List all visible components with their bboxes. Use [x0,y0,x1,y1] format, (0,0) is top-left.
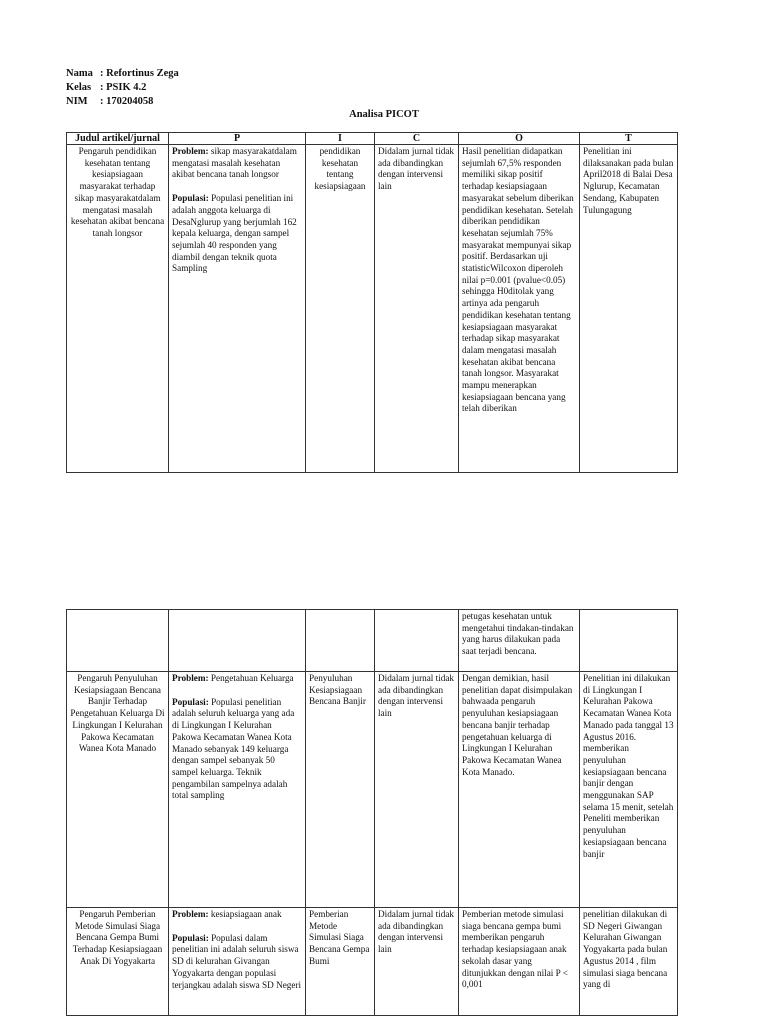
cell-judul: Pengaruh pendidikan kesehatan tentang kesiapsiagaan masyarakat terhadap sikap masyarakatdalam mengatasi masalah kesehatan akibat bencana tanah longsor [67,145,169,473]
problem-text: kesiapsiagaan anak [208,909,282,919]
cell-i: pendidikan kesehatan tentang kesiapsiagaan [306,145,375,473]
table-header-row [67,133,678,145]
cell-i [306,610,375,672]
problem-text: sikap masyarakatdalam mengatasi masalah kesehatan akibat bencana tanah longsor [172,146,297,180]
column-header: C [375,133,459,145]
nim-label: NIM [66,96,88,107]
kelas-label: Kelas [66,82,92,93]
problem-text: Pengetahuan Keluarga [208,673,294,683]
cell-i: Penyuluhan Kesiapsiagaan Bencana Banjir [306,672,375,908]
populasi-label: Populasi: [172,193,209,204]
cell-judul: Pengaruh Penyuluhan Kesiapsiagaan Bencana Banjir Terhadap Pengetahuan Keluarga Di Lingkungan I Kelurahan Pakowa Kecamatan Wanea Kota Manado [67,672,169,908]
nim-value: : 170204058 [100,96,154,107]
cell-judul [67,610,169,672]
populasi-text: Populasi penelitian ini adalah anggota keluarga di DesaNglurup yang berjumlah 162 kepala keluarga, dengan sampel sejumlah 40 responden yang diambil dengan teknik quota Sampling [172,193,297,274]
student-info [66,67,179,109]
table-row [67,610,678,672]
cell-i: Pemberian Metode Simulasi Siaga Bencana Gempa Bumi [306,908,375,1016]
cell-o: Hasil penelitian didapatkan sejumlah 67,5% responden memiliki sikap positif terhadap kesiapsiagaan masyarakat sebelum diberikan pendidikan kesehatan. Setelah diberikan pendidikan kesehatan sejumlah 75% masyarakat mempunyai sikap positif. Berdasarkan uji statisticWilcoxon diperoleh nilai p=0.001 (pvalue<0.05) sehingga H0ditolak yang artinya ada pengaruh pendidikan kesehatan tentang kesiapsiagaan masyarakat terhadap sikap masyarakat dalam mengatasi masalah kesehatan akibat bencana tanah longsor. Masyarakat mampu menerapkan kesiapsiagaan bencana yang telah diberikan [459,145,580,473]
table-row [67,145,678,473]
problem-label: Problem: [172,146,209,156]
cell-c [375,610,459,672]
kelas-value: : PSIK 4.2 [100,82,147,93]
column-header: T [580,133,678,145]
cell-c: Didalam jurnal tidak ada dibandingkan dengan intervensi lain [375,145,459,473]
nama-value: : Refortinus Zega [100,68,179,79]
picot-table [66,132,678,473]
cell-p [169,145,306,473]
nim-row [66,95,179,109]
page-title: Analisa PICOT [349,109,419,120]
cell-t: Penelitian ini dilaksanakan pada bulan April2018 di Balai Desa Nglurup, Kecamatan Sendang, Kabupaten Tulungagung [580,145,678,473]
table-row [67,672,678,908]
column-header: I [306,133,375,145]
nama-label: Nama [66,68,93,79]
table-row [67,908,678,1016]
cell-o: petugas kesehatan untuk mengetahui tindakan-tindakan yang harus dilakukan pada saat terjadi bencana. [459,610,580,672]
column-header: Judul artikel/jurnal [67,133,169,145]
column-header: P [169,133,306,145]
cell-c: Didalam jurnal tidak ada dibandingkan dengan intervensi lain [375,908,459,1016]
cell-o: Pemberian metode simulasi siaga bencana gempa bumi memberikan pengaruh terhadap kesiapsiagaan anak sekolah dasar yang ditunjukkan dengan nilai P < 0,001 [459,908,580,1016]
nama-row [66,67,179,81]
picot-table-continued [66,609,678,1016]
kelas-row [66,81,179,95]
cell-t [580,610,678,672]
cell-p [169,672,306,908]
cell-t: penelitian dilakukan di SD Negeri Giwangan Kelurahan Giwangan Yogyakarta pada bulan Agustus 2014 , film simulasi siaga bencana yang di [580,908,678,1016]
cell-o: Dengan demikian, hasil penelitian dapat disimpulakan bahwaada pengaruh penyuluhan kesiapsiagaan bencana banjir terhadap pengetahuan keluarga di Lingkungan I Kelurahan Pakowa Kecamatan Wanea Kota Manado. [459,672,580,908]
problem-label: Problem: [172,673,209,683]
cell-judul: Pengaruh Pemberian Metode Simulasi Siaga Bencana Gempa Bumi Terhadap Kesiapsiagaan Anak Di Yogyakarta [67,908,169,1016]
problem-label: Problem: [172,909,209,919]
column-header: O [459,133,580,145]
populasi-label: Populasi: [172,696,209,707]
populasi-label: Populasi: [172,932,209,943]
populasi-text: Populasi penelitian adalah seluruh keluarga yang ada di Lingkungan I Kelurahan Pakowa Kecamatan Wanea Kota Manado sebanyak 149 keluarga dengan sampel sebanyak 50 sampel keluarga. Teknik pengambilan sampelnya adalah total sampling [172,696,295,801]
cell-p [169,610,306,672]
cell-c: Didalam jurnal tidak ada dibandingkan dengan intervensi lain [375,672,459,908]
cell-p [169,908,306,1016]
populasi-text: Populasi dalam penelitian ini adalah seluruh siswa SD di kelurahan Givangan Yogyakarta dengan populasi terjangkau adalah siswa SD Negeri [172,932,302,990]
cell-t: Penelitian ini dilakukan di Lingkungan I Kelurahan Pakowa Kecamatan Wanea Kota Manado pada tanggal 13 Agustus 2016. memberikan penyuluhan kesiapsiagaan bencana banjir dengan menggunakan SAP selama 15 menit, setelah Peneliti memberikan penyuluhan kesiapsiagaan bencana banjir [580,672,678,908]
